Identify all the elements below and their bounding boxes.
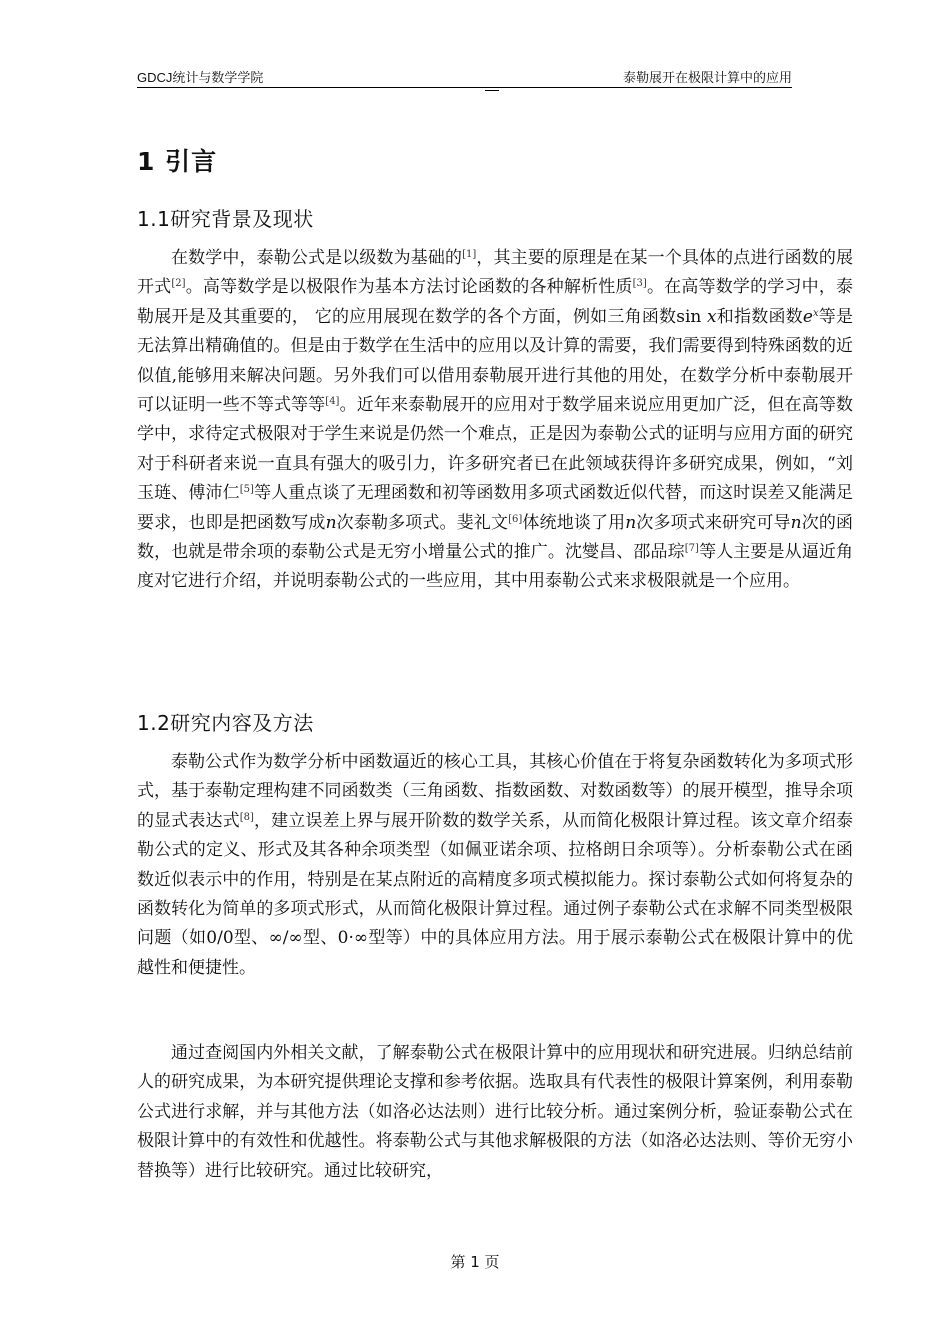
header-rule: [137, 87, 792, 88]
section-heading-1-2: 1.2研究内容及方法: [137, 711, 314, 735]
math-n: n: [790, 512, 802, 533]
page-number: 第 1 页: [450, 1253, 500, 1271]
paragraph-method: 通过查阅国内外相关文献，了解泰勒公式在极限计算中的应用现状和研究进展。归纳总结前人的研究成果，为本研究提供理论支撑和参考依据。选取具有代表性的极限计算案例，利用泰勒公式进行求解，并与其他方法（如洛必达法则）进行比较分析。通过案例分析，验证泰勒公式在极限计算中的有效性和优越性。将泰勒公式与其他求解极限的方法（如洛必达法则、等价无穷小替换等）进行比较研究。通过比较研究，: [137, 1043, 853, 1181]
header-tick: [485, 90, 499, 91]
citation-6[interactable]: [6]: [508, 513, 523, 525]
citation-5[interactable]: [5]: [239, 484, 254, 496]
math-indeterminate-0-inf: 0·∞: [337, 928, 369, 949]
math-x: x: [707, 306, 717, 327]
chapter-heading: 1 引言: [137, 147, 218, 176]
citation-8[interactable]: [8]: [239, 811, 254, 823]
math-n: n: [625, 512, 637, 533]
citation-7[interactable]: [7]: [684, 543, 699, 555]
math-e-exponent: x: [812, 307, 819, 319]
math-indeterminate-0-0: 0/0: [206, 928, 234, 949]
math-indeterminate-inf-inf: ∞/∞: [268, 928, 303, 949]
citation-1[interactable]: [1]: [462, 249, 477, 260]
header-college: GDCJ统计与数学学院: [137, 70, 264, 85]
citation-3[interactable]: [3]: [632, 278, 647, 290]
section-heading-1-1: 1.1研究背景及现状: [137, 207, 314, 231]
header-title: 泰勒展开在极限计算中的应用: [622, 70, 792, 85]
citation-4[interactable]: [4]: [325, 396, 340, 408]
math-n: n: [325, 512, 337, 533]
math-sin: sin: [676, 306, 702, 327]
paragraph-background: 在数学中，泰勒公式是以级数为基础的[1]，其主要的原理是在某一个具体的点进行函数的展开式[2]。高等数学是以极限作为基本方法讨论函数的各种解析性质[3]。在高等数学的学习中，泰勒展开是及其重要的， 它的应用展现在数学的各个方面，例如三角函数sin x和指数函数$e^x$等是无法算出精确值的。但是由于数学在生活中的应用以及计算的需要，我们需要得到特殊函数的近似值,能够用来解决问题。另外我们可以借用泰勒展开进行其他的用处，在数学分析中泰勒展开可以证明一些不等式等等[4]。近年来泰勒展开的应用对于数学届来说应用更加广泛，但在高等数学中，求待定式极限对于学生来说是仍然一个难点，正是因为泰勒公式的证明与应用方面的研究对于科研者来说一直具有强大的吸引力，许多研究者已在此领域获得许多研究成果，例如，“刘玉琏、傅沛仁[5]等人重点谈了无理函数和初等函数用多项式函数近似代替，而这时误差又能满足要求，也即是把函数写成n次泰勒多项式。斐礼文[6]体统地谈了用n次多项式来研究可导n次的函数，也就是带余项的泰勒公式是无穷小增量公式的推广。沈燮昌、邵品琮[7]等人主要是从逼近角度对它进行介绍，并说明泰勒公式的一些应用，其中用泰勒公式来求极限就是一个应用。: [137, 248, 854, 592]
paragraph-content: 泰勒公式作为数学分析中函数逼近的核心工具，其核心价值在于将复杂函数转化为多项式形式，基于泰勒定理构建不同函数类（三角函数、指数函数、对数函数等）的展开模型，推导余项的显式表达式[8]，建立误差上界与展开阶数的数学关系，从而简化极限计算过程。该文章介绍泰勒公式的定义、形式及其各种余项类型（如佩亚诺余项、拉格朗日余项等）。分析泰勒公式在函数近似表示中的作用，特别是在某点附近的高精度多项式模拟能力。探讨泰勒公式如何将复杂的函数转化为简单的多项式形式，从而简化极限计算过程。通过例子泰勒公式在求解不同类型极限问题（如0/0型、∞/∞型、0·∞型等）中的具体应用方法。用于展示泰勒公式在极限计算中的优越性和便捷性。: [137, 752, 854, 978]
citation-2[interactable]: [2]: [171, 278, 186, 290]
math-e: e: [802, 306, 813, 327]
